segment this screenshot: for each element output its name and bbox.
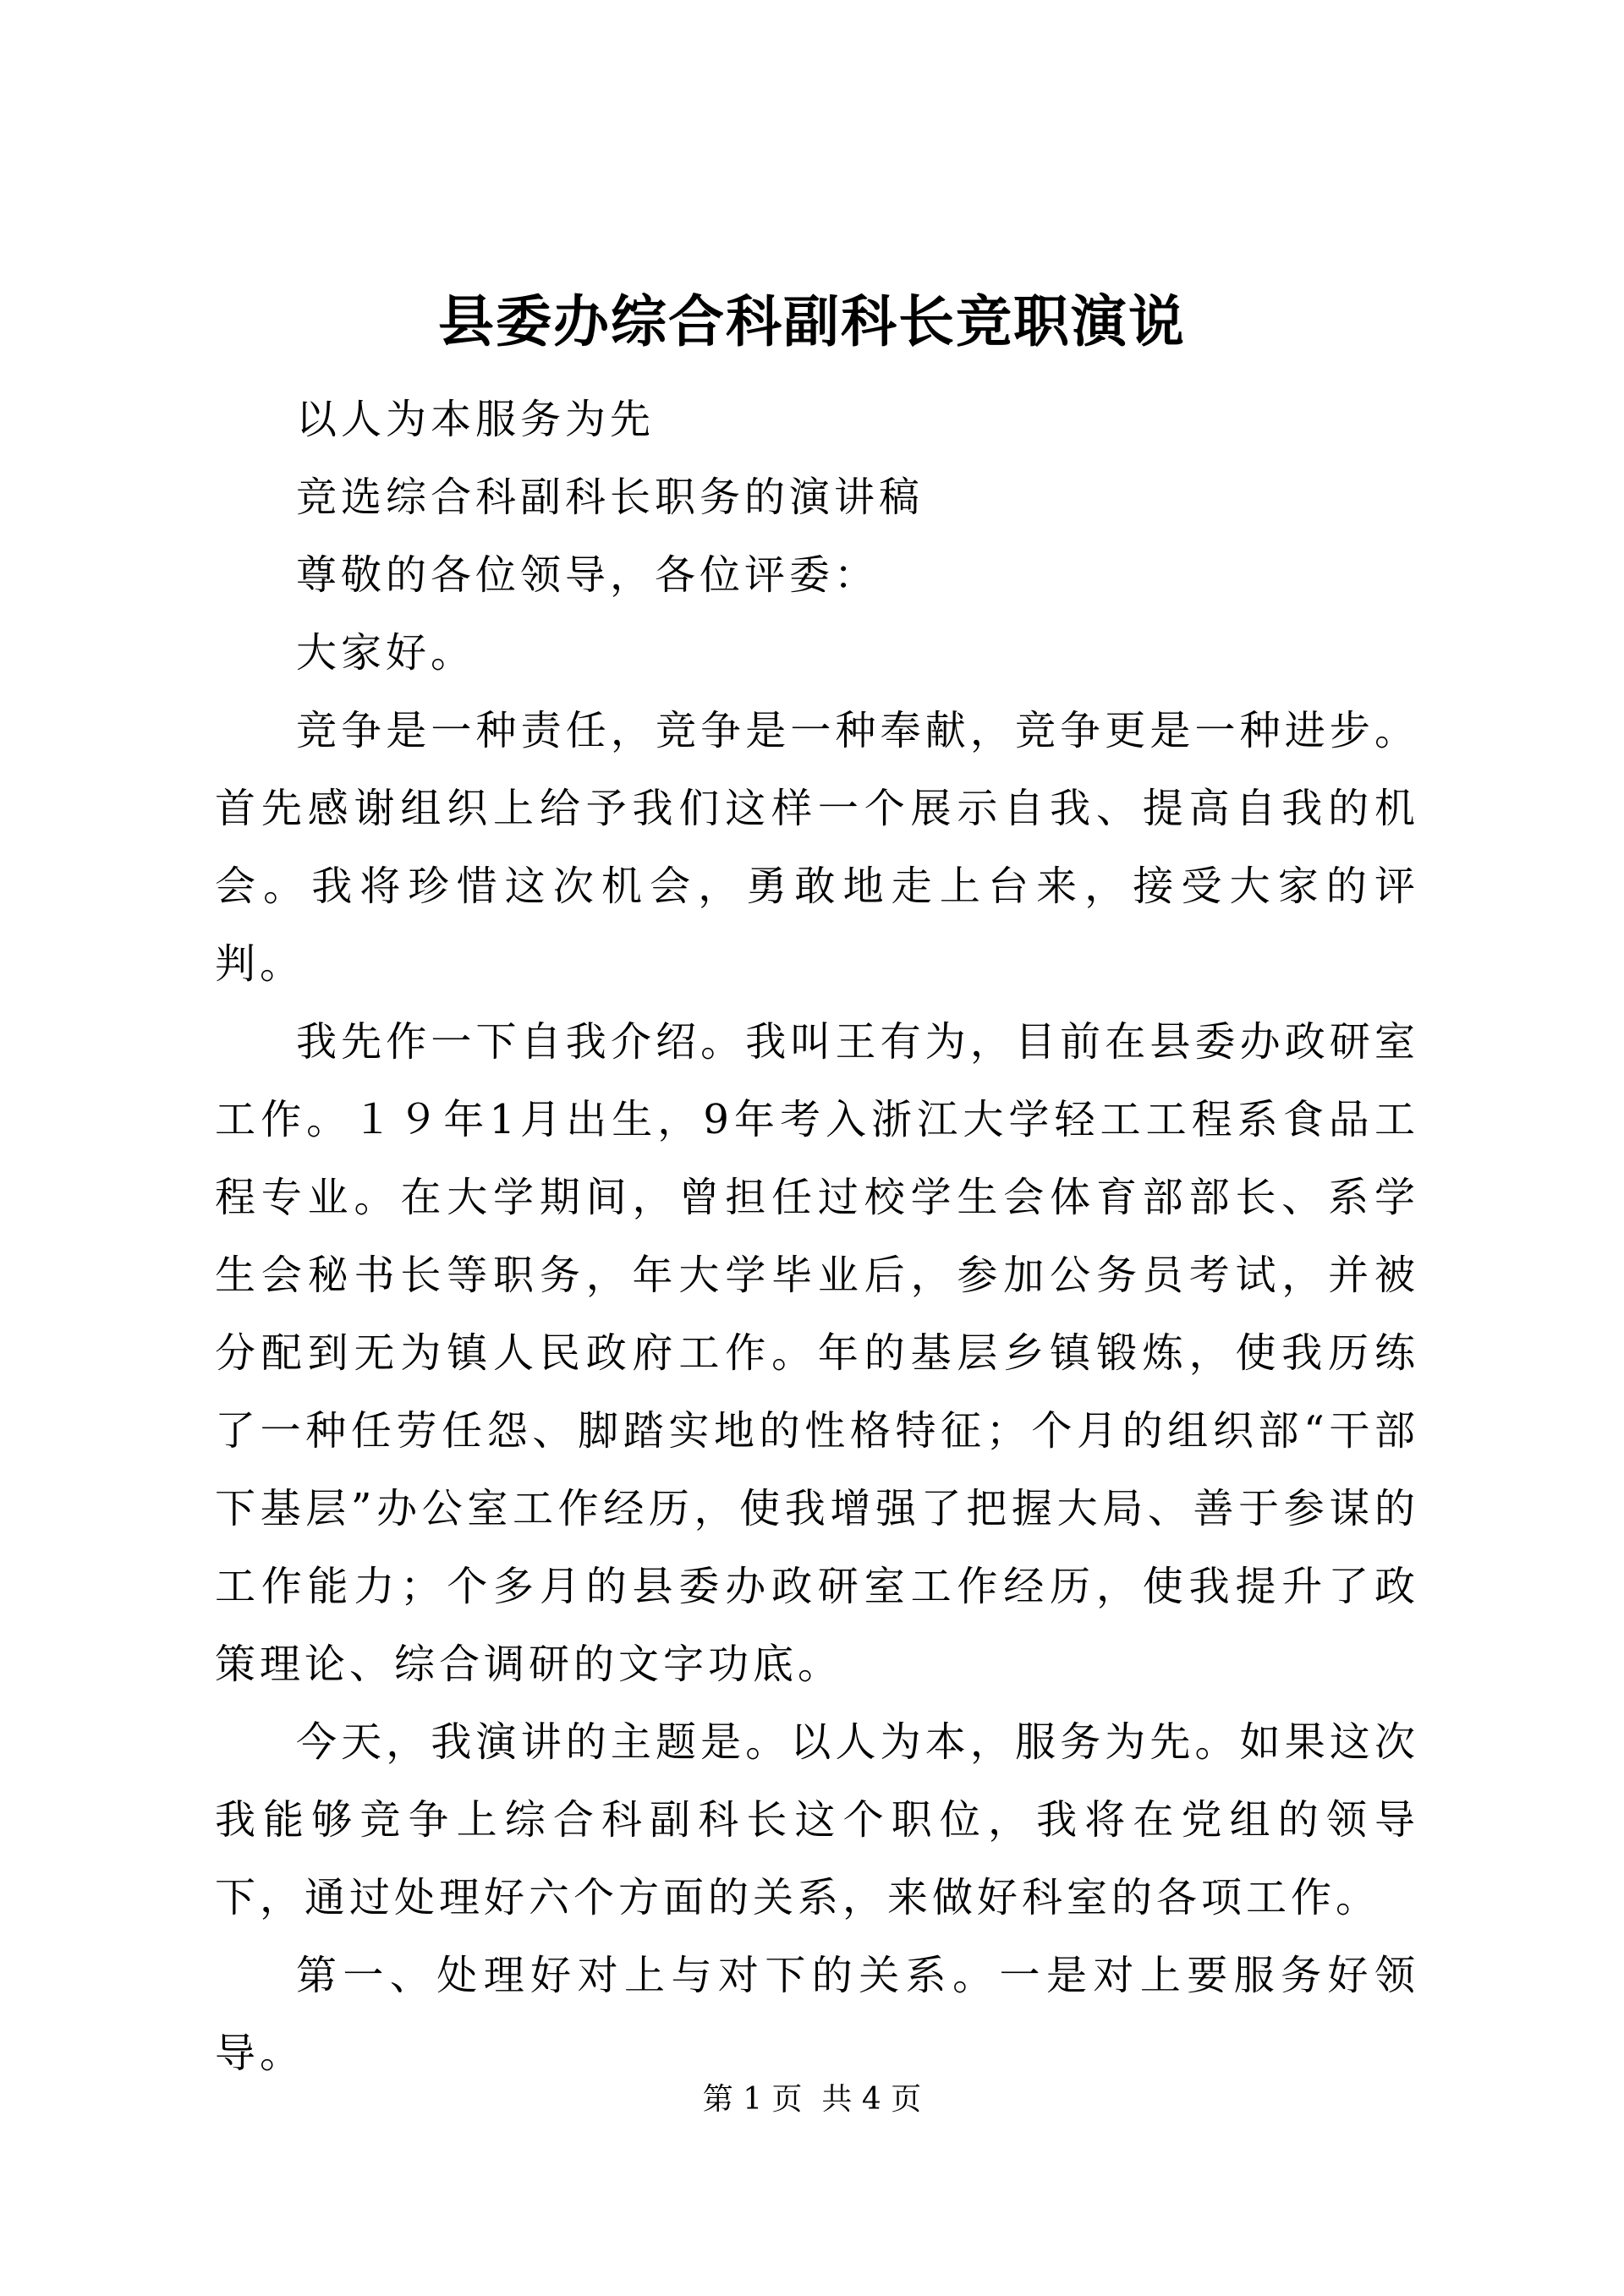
document-title: 县委办综合科副科长竞职演说	[438, 288, 1186, 354]
paragraph-self-introduction: 我先作一下自我介绍。我叫王有为，目前在县委办政研室工作。１９年1月出生，9年考入浙江大学轻工工程系食品工程专业。在大学期间，曾担任过校学生会体育部部长、系学生会秘书长等职务，年大学毕业后，参加公务员考试，并被分配到无为镇人民政府工作。年的基层乡镇锻炼，使我历练了一种任劳任怨、脚踏实地的性格特征；个月的组织部“干部下基层”办公室工作经历，使我增强了把握大局、善于参谋的工作能力；个多月的县委办政研室工作经历，使我提升了政策理论、综合调研的文字功底。	[215, 1018, 1419, 1688]
page-number-label: 第 1 页 共 4 页	[702, 2082, 922, 2117]
paragraph-greeting: 大家好。	[296, 629, 476, 677]
paragraph-first-point: 第一、处理好对上与对下的关系。一是对上要服务好领导。	[215, 1952, 1419, 2077]
paragraph-theme: 今天，我演讲的主题是。以人为本，服务为先。如果这次我能够竞争上综合科副科长这个职位，我将在党组的领导下，通过处理好六个方面的关系，来做好科室的各项工作。	[215, 1718, 1419, 1921]
paragraph-heading: 竞选综合科副科长职务的演讲稿	[296, 474, 924, 521]
page-footer	[0, 2079, 1624, 2121]
paragraph-competition: 竞争是一种责任，竞争是一种奉献，竞争更是一种进步。首先感谢组织上给予我们这样一个展示自我、提高自我的机会。我将珍惜这次机会，勇敢地走上台来，接受大家的评判。	[215, 707, 1419, 988]
document-body	[215, 381, 1419, 2092]
paragraph-salutation: 尊敬的各位领导，各位评委：	[296, 551, 880, 599]
paragraph-subtitle: 以人为本服务为先	[296, 396, 656, 443]
